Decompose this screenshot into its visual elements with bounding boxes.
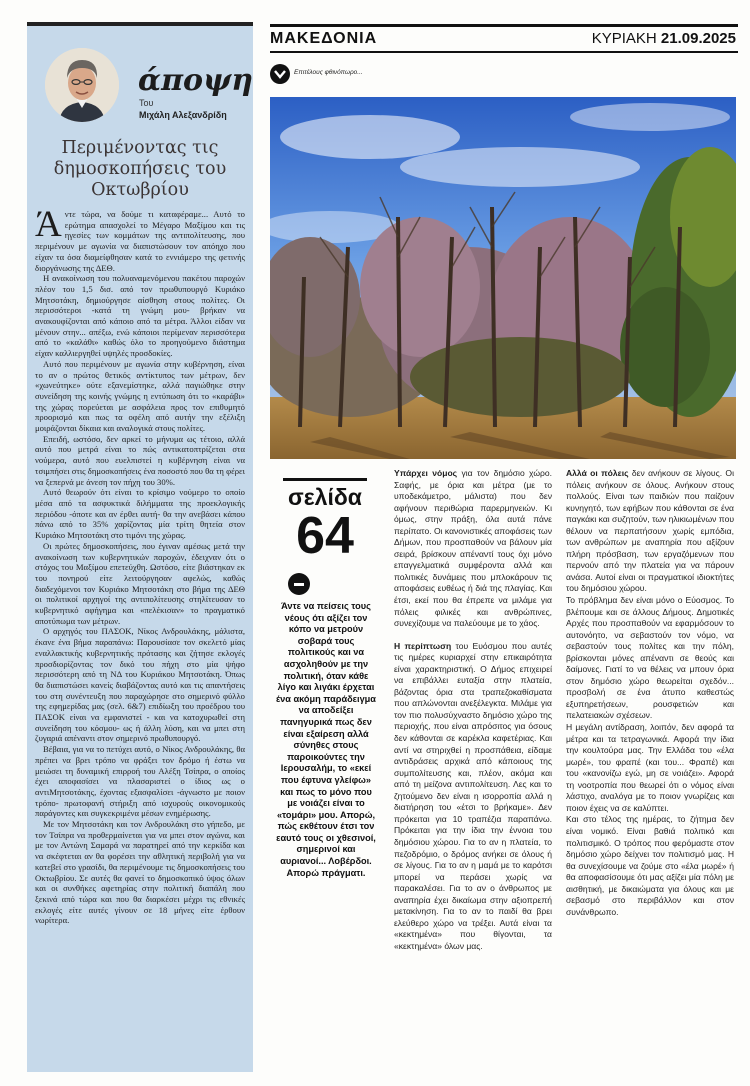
masthead-top-rule [270,24,738,27]
article-paragraph: Το πρόβλημα δεν είναι μόνο ο Εύοσμος. Το βλέπουμε και σε άλλους Δήμους. Δημοτικές Αρχές που προσπαθούν να εφαρμόσουν το αυτονόητο, να σεβαστούν τον νόμο, να σεβαστούν τους πολίτες και την πόλη, βρίσκονται μόνες απέναντι σε θεούς και δαίμονες. Γιατί το να θέλεις να μπουν όρια στον δημόσιο χώρο θεωρείται σχεδόν... προσβολή σε ένα άτυπο καθεστώς εξυπηρετήσεων, ρουσφετιών και πελατειακών σχέσεων. [566,595,734,721]
paper-name: ΜΑΚΕΔΟΝΙΑ [270,30,378,47]
article-column-2 [394,468,552,952]
opinion-paragraph: Επειδή, ωστόσο, δεν αρκεί το μήνυμα ως τέτοιο, αλλά αυτό που μετρά είναι το πώς αντικατοπτρίζεται στα νούμερα, αυτό που ευελπιστεί η κυβέρνηση είναι να τσιμπήσει στις δημοσκοπήσεις ένα ποσοστό που θα τη φέρει να ξεπερνά με άνεση τον πήχη του 30%. [35,433,245,487]
page-ref-label: σελίδα [288,484,362,510]
opinion-paragraph: Οι πρώτες δημοσκοπήσεις, που έγιναν αμέσως μετά την ανακοίνωση των κυβερνητικών παροχών, έδειχναν ότι ο στόχος του Μαξίμου επετεύχθη. Ωστόσο, είτε βιάστηκαν εκ του πονηρού είτε λειτούργησαν αφελώς, καθώς διαδεχόμενοι τον Κυριάκο Μητσοτάκη στο βήμα της ΔΕΘ οι πολιτικοί αρχηγοί της αντιπολίτευσης στηλίτευσαν το κυβερνητικό αφήγημα και «πελέκισαν» το πραγματικό αποτύπωμα των μέτρων. [35,540,245,626]
opinion-paragraph: Άντε τώρα, να δούμε τι καταφέραμε... Αυτό το ερώτημα απασχολεί το Μέγαρο Μαξίμου και τις ηγεσίες των κομμάτων της αντιπολίτευσης, που περιμένουν με αγωνία να διαπιστώσουν τον απόηχο που είχαν τα όσα διαμείφθησαν κατά το εννιάμερο της φετινής διοργάνωσης της ΔΕΘ. [35,204,245,273]
opinion-title: Περιμένοντας τις δημοσκοπήσεις του Οκτωβρίου [53,138,227,200]
chevron-down-icon [270,64,290,84]
photo-caption: Επιτέλους φθινόπωρο... [294,69,363,76]
page-ref-number: 64 [296,507,354,565]
opinion-paragraph: Βέβαια, για να το πετύχει αυτό, ο Νίκος Ανδρουλάκης, θα πρέπει να βρει τρόπο να φράξει τον δρόμο ή έστω να μειώσει τη δυναμική επιρροή του Αλέξη Τσίπρα, ο οποίος έχει αποφασίσει να πλασαριστεί ο ίδιος ως ο αντιΜητσοτάκης, έχοντας εξασφαλίσει -άγνωστο με ποιον τρόπο- πρωτοφανή στήριξη από ισχυρούς οικονομικούς παράγοντες και συγκεκριμένα μέσων ενημέρωσης. [35,744,245,819]
author-name: Μιχάλη Αλεξανδρίδη [139,110,227,120]
opinion-paragraph: Ο αρχηγός του ΠΑΣΟΚ, Νίκος Ανδρουλάκης, μάλιστα, έκανε ένα βήμα παραπάνω: Παρουσίασε τον σκελετό μίας εναλλακτικής κυβερνητικής πρότασης και ζήτησε εκλογές προσδιορίζοντας τον δικό του πήχη στο μία ψήφο περισσότερη από τη ΝΔ του Κυριάκου Μητσοτάκη. Όπως θα διαπιστώσει κανείς διαβάζοντας αυτό και τις απαντήσεις του στη συνέντευξη που παραχώρησε στο σημερινό φύλλο της εφημερίδας μας (σελ. 6&7) επιδίωξη του προέδρου του ΠΑΣΟΚ είναι να εμφανιστεί - και να κατοχυρωθεί στη συνείδηση του κόσμου- ως ή άλλη λύση, και να μπει στη ζυγαριά απέναντι στον σημερινό πρωθυπουργό. [35,626,245,744]
opinion-paragraph: Αυτό θεωρούν ότι είναι το κρίσιμο νούμερο το οποίο μέσα από τα ασφυκτικά διλήμματα της προεκλογικής περιόδου -όποτε και αν έρθει αυτή- θα την ανεβάσει κάπου πάνω από το 35% χαρίζοντας μία τρίτη θητεία στον Κυριάκο Μητσοτάκη στο τιμόνι της χώρας. [35,487,245,541]
masthead-bottom-rule [270,51,738,53]
article-paragraph: Και στο τέλος της ημέρας, το ζήτημα δεν είναι νομικό. Είναι βαθιά πολιτικό και πολιτισμικό. Ο τρόπος που φερόμαστε στον δημόσιο χώρο δείχνει τον πολιτισμό μας. Η θα συνεχίσουμε να ζούμε στο «έλα μωρέ» ή θα αποφασίσουμε ότι μας αξίζει μία πόλη με αισθητική, με δικαιώματα για όλους και με σεβασμό στο περιβάλλον και στον συνάνθρωπο. [566,814,734,917]
opinion-paragraph: Αυτό που περιμένουν με αγωνία στην κυβέρνηση, είναι το αν ο πρώτος θετικός αντίκτυπος των μέτρων, δεν «χωνεύτηκε» ούτε εξανεμίστηκε, αλλά παγιώθηκε στην συνείδηση της κοινής γνώμης η εντύπωση ότι το «καράβι» της χώρας πορεύεται με ασφάλεια προς τον επιθυμητό προορισμό και πως τα οφέλη από αυτήν την εξέλιξη μοιράζονται δίκαια και αναλογικά στους πολίτες. [35,358,245,434]
article-paragraph: Η περίπτωση του Ευόσμου που αυτές τις ημέρες κυριαρχεί στην επικαιρότητα είναι χαρακτηριστική. Ο Δήμος επιχειρεί να επιβάλλει ευταξία στην πλατεία, βάζοντας όρια στα τραπεζοκαθίσματα που απλώνονται ανεξέλεγκτα. Μιλάμε για τον πιο πολυσύχναστο δημόσιο χώρο της περιοχής, που είναι απρόσιτος για όσους δεν κάθονται σε καρέκλα καφετέριας. Και αντί να στηριχθεί η προσπάθεια, είδαμε αντιδράσεις αρχικά από κάποιους της συμπολίτευσης και, πλέον, ακόμα και από τη μείζονα αντιπολίτευση. Λες και το ζητούμενο δεν είναι η ισορροπία αλλά η διατήρηση του «έτσι το βρήκαμε». Δεν πρόκειται για 10 τραπέζια παραπάνω. Πρόκειται για την ίδια την έννοια του δημόσιου χώρου. Για το αν η πλατεία, το πεζοδρόμιο, ο δρόμος ανήκει σε όλους ή σε λίγους. Για το αν η μαμά με το καρότσι μπορεί να περάσει χωρίς να παρακαλέσει. Για το αν ο άνθρωπος με αναπηρία έχει δικαίωμα στην αξιοπρεπή μετακίνηση. Για το αν το παιδί θα βρει ελεύθερο χώρο να τρέξει. Αυτά είναι τα «κεκτημένα» που θίγονται, τα «κεκτημένα» όλων μας. [394,640,553,951]
article-paragraph: Υπάρχει νόμος για τον δημόσιο χώρο. Σαφής, με όρια και μέτρα (με το υποδεκάμετρο, μάλιστα) που δεν αφήνουν περιθώρια παρερμηνειών. Κι όμως, στην πράξη, όλα αυτά πάνε περίπατο. Οι κανονιστικές αποφάσεις των Δήμων, που προσπαθούν να βάλουν μία σειρά, βρίσκουν απέναντί τους όχι μόνο επαγγελματικά συμφέροντα αλλά και πολιτικές δυνάμεις που μπλοκάρουν τις αποφάσεις ευθέως ή διά της πλαγίας. Και έτσι, εκεί που θα έπρεπε να μιλάμε για πόλεις φιλικές και ανθρώπινες, συνεχίζουμε να παλεύουμε με το χάος. [394,468,552,629]
article-paragraph: Η μεγάλη αντίδραση, λοιπόν, δεν αφορά τα μέτρα και τα τετραγωνικά. Αφορά την ίδια την κουλτούρα μας. Την Ελλάδα του «έλα μωρέ», του φραπέ (και του... Φραπέ) και του «κανονίζω εγώ, μη σε νοιάζει». Αφορά τη νοοτροπία που θεωρεί ότι ο νόμος είναι λάστιχο, αναλόγα με το ποιον γνωρίζεις και ποιον έχεις να σε καλύπτει. [566,722,734,813]
by-label: Του [139,98,154,108]
author-photo [45,48,119,122]
drop-cap: Ά [35,204,62,245]
minus-icon [288,573,310,595]
pull-quote: Άντε να πείσεις τους νέους ότι αξίζει τον κόπο να μετρούν σοβαρά τους πολιτικούς και να ασχοληθούν με την πολιτική, όταν κάθε λίγο και λιγάκι έρχεται ένα ακόμη παράδειγμα να αποδείξει πανηγυρικά πως δεν είναι εξαίρεση αλλά σύνηθες στους παροικούντες την Ιερουσαλήμ, το «εκεί που έφτυνα γλείφω» και πως το μόνο που με νοιάζει είναι το «τομάρι» μου. Απορώ, πώς εκθέτουν έτσι τον εαυτό τους οι χθεσινοί, σημερινοί και αυριανοί... Λοβέρδοι. Απορώ πράγματι. [276,601,376,878]
article-column-3 [566,468,734,918]
paper-date: ΚΥΡΙΑΚΗ 21.09.2025 [591,30,736,47]
article-paragraph: Αλλά οι πόλεις δεν ανήκουν σε λίγους. Οι πόλεις ανήκουν σε όλους. Ανήκουν στους πολλούς. Είναι των παιδιών που παίζουν κυνηγητό, των εφήβων που κάθονται σε ένα παγκάκι και συζητούν, των ηλικιωμένων που θέλουν να περπατήσουν χωρίς εμπόδια, των ανθρώπων με αναπηρία που αξίζουν πλήρη πρόσβαση, των εργαζόμενων που περνούν από την πλατεία για να πάρουν ανάσα. Αυτοί είναι οι πραγματικοί ιδιοκτήτες του δημόσιου χώρου. [566,468,734,594]
opinion-paragraph: Με τον Μητσοτάκη και τον Ανδρουλάκη στο γήπεδο, με τον Τσίπρα να προθερμαίνεται για να μπει στον αγώνα, και με τον Αντώνη Σαμαρά να παρατηρεί από την κερκίδα και να σκέφτεται αν θα φορέσει την αθλητική περιβολή για να κατεβεί στο γρασίδι, θα περιμένουμε τις δημοσκοπήσεις του Οκτωβρίου. Σε αυτές θα φανεί το δημοσκοπικό ύψος όλων και οι συνθήκες αφετηρίας στην πολιτική διαπάλη που ξεκινά από τώρα και που θα διαρκέσει μέχρι τις εθνικές εκλογές είτε αυτές γίνουν σε 18 μήνες είτε έρθουν νωρίτερα. [35,819,245,926]
opinion-paragraph: Η ανακοίνωση του πολυαναμενόμενου πακέτου παροχών πλέον του 1,5 δισ. από τον πρωθυπουργό Κυριάκο Μητσοτάκη, δημιούργησε αίσθηση στους πολίτες. Οι περισσότεροι -κατά τη γνώμη μου- βρήκαν να ανακουφίζονται από κάποιο από τα μέτρα. Άλλοι είδαν να μένουν στην... απέξω, ενώ κάποιοι περίμεναν περισσότερα από το «καλάθι» καθώς όλο το προηγούμενο διάστημα είχαν καλλιεργηθεί υψηλές προσδοκίες. [35,273,245,359]
section-label: άποψη [138,63,254,98]
opinion-column [27,22,253,1072]
autumn-trees-photo [270,97,736,459]
opinion-header [35,26,254,126]
page-ref-rule [283,478,367,481]
opinion-body [35,204,245,926]
